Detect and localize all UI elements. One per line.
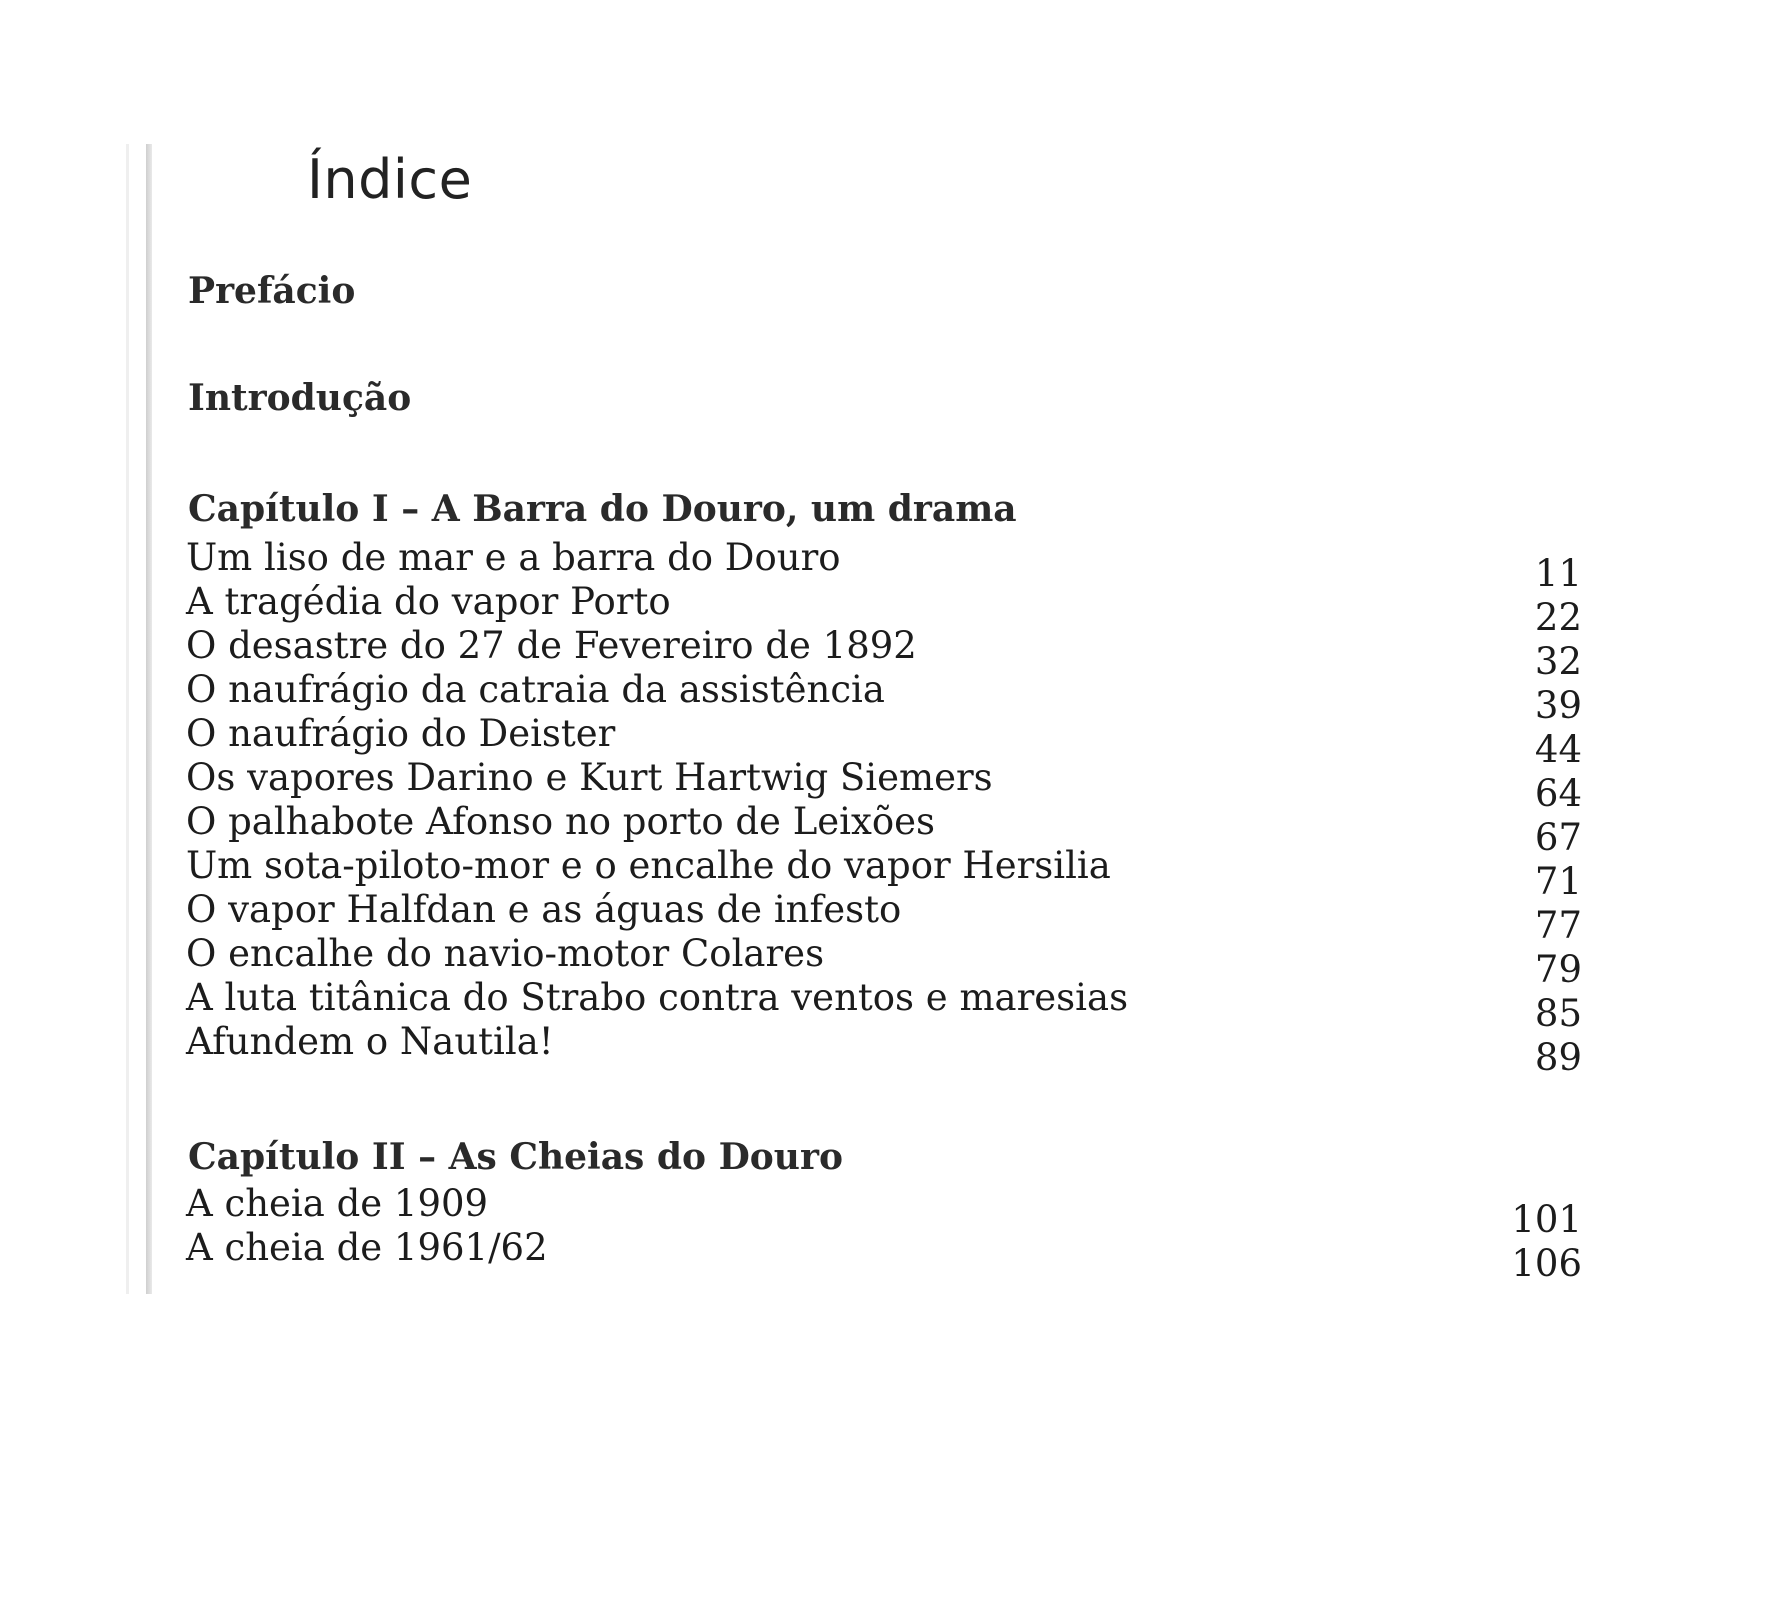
index-title: Índice: [307, 148, 473, 211]
toc-entry-page: 39: [1534, 684, 1582, 727]
toc-entry-page: 71: [1534, 860, 1582, 903]
toc-entry-title: A cheia de 1961/62: [186, 1226, 548, 1269]
toc-entry-page: 89: [1534, 1036, 1582, 1079]
toc-entry-page: 44: [1534, 728, 1582, 771]
toc-entry-title: O naufrágio do Deister: [186, 712, 616, 755]
prefacio-heading: Prefácio: [188, 270, 356, 312]
toc-entry-page: 85: [1534, 992, 1582, 1035]
toc-entry-page: 22: [1534, 596, 1582, 639]
toc-entry[interactable]: [0, 756, 1776, 815]
toc-entry-title: A luta titânica do Strabo contra ventos e maresias: [186, 976, 1129, 1019]
toc-entry[interactable]: [0, 932, 1776, 991]
toc-entry-page: 101: [1511, 1198, 1582, 1241]
toc-entry-page: 106: [1511, 1242, 1582, 1285]
toc-entry-title: A tragédia do vapor Porto: [186, 580, 671, 623]
toc-entry-page: 32: [1534, 640, 1582, 683]
toc-entry-title: A cheia de 1909: [186, 1182, 489, 1225]
toc-entry-title: Um sota-piloto-mor e o encalhe do vapor Hersilia: [186, 844, 1111, 887]
toc-entry[interactable]: [0, 668, 1776, 727]
toc-entry-title: Os vapores Darino e Kurt Hartwig Siemers: [186, 756, 993, 799]
toc-entry-title: O vapor Halfdan e as águas de infesto: [186, 888, 902, 931]
introducao-heading: Introdução: [188, 377, 412, 419]
toc-entry[interactable]: [0, 580, 1776, 639]
toc-entry[interactable]: [0, 844, 1776, 903]
toc-entry-title: Afundem o Nautila!: [186, 1020, 554, 1063]
chapter-2-heading: Capítulo II – As Cheias do Douro: [188, 1136, 843, 1178]
toc-entry[interactable]: [0, 536, 1776, 595]
toc-entry[interactable]: [0, 712, 1776, 771]
toc-entry[interactable]: [0, 1182, 1776, 1241]
toc-entry-title: O desastre do 27 de Fevereiro de 1892: [186, 624, 917, 667]
chapter-1-heading: Capítulo I – A Barra do Douro, um drama: [188, 488, 1017, 530]
toc-entry-title: O encalhe do navio-motor Colares: [186, 932, 825, 975]
toc-entry-title: O naufrágio da catraia da assistência: [186, 668, 885, 711]
toc-entry[interactable]: [0, 976, 1776, 1035]
toc-entry-page: 79: [1534, 948, 1582, 991]
toc-entry[interactable]: [0, 1020, 1776, 1079]
toc-entry-page: 77: [1534, 904, 1582, 947]
toc-entry-page: 11: [1534, 552, 1582, 595]
toc-entry[interactable]: [0, 800, 1776, 859]
toc-entry-title: O palhabote Afonso no porto de Leixões: [186, 800, 936, 843]
toc-entry[interactable]: [0, 888, 1776, 947]
toc-entry-title: Um liso de mar e a barra do Douro: [186, 536, 841, 579]
toc-entry-page: 67: [1534, 816, 1582, 859]
toc-entry-page: 64: [1534, 772, 1582, 815]
toc-entry[interactable]: [0, 624, 1776, 683]
toc-entry[interactable]: [0, 1226, 1776, 1285]
